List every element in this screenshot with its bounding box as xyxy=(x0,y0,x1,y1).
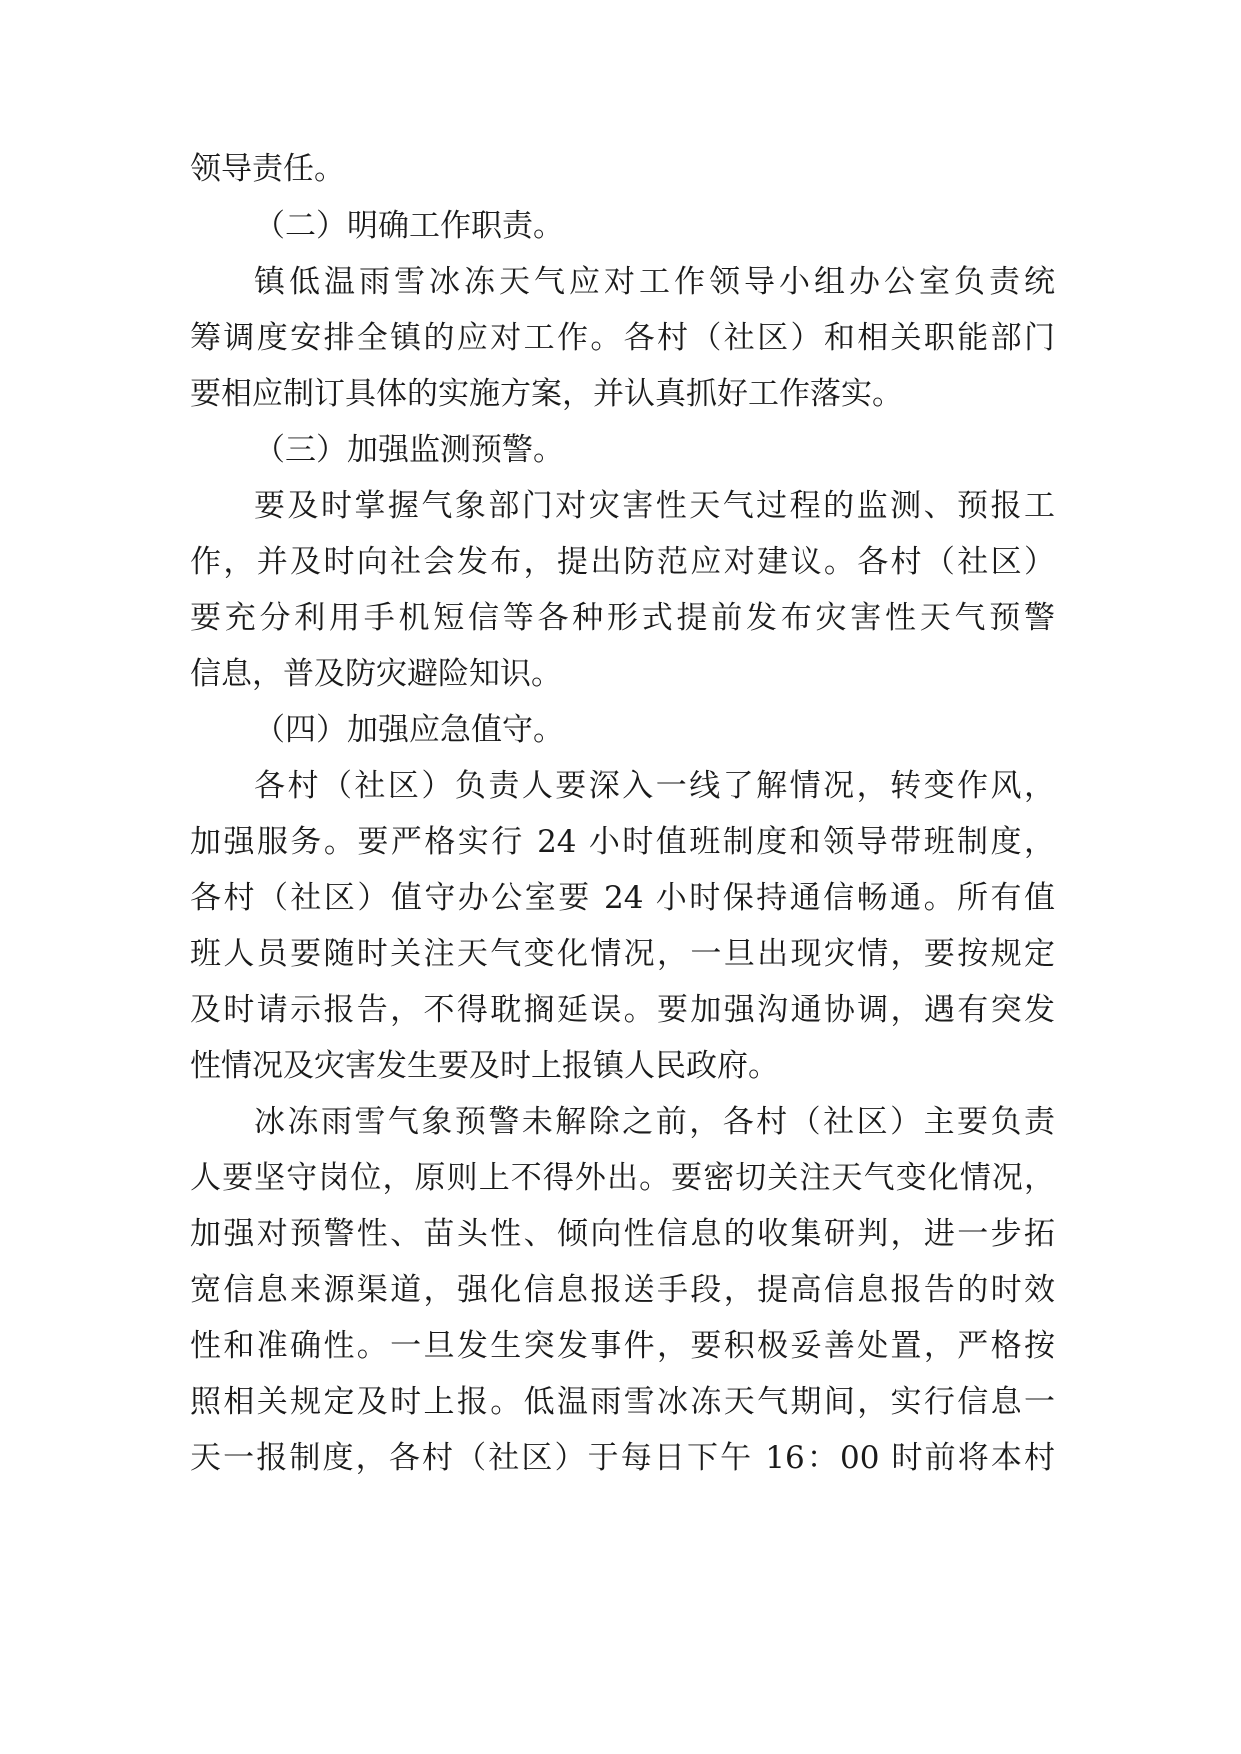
text-line: 照相关规定及时上报。低温雨雪冰冻天气期间，实行信息一 xyxy=(190,1384,1055,1420)
text-line: 性情况及灾害发生要及时上报镇人民政府。 xyxy=(190,1048,779,1084)
text-line: 冰冻雨雪气象预警未解除之前，各村（社区）主要负责 xyxy=(254,1104,1055,1140)
text-line: 加强服务。要严格实行 24 小时值班制度和领导带班制度， xyxy=(190,824,1055,860)
text-line: 领导责任。 xyxy=(190,151,345,187)
text-line: 性和准确性。一旦发生突发事件，要积极妥善处置，严格按 xyxy=(190,1328,1055,1364)
text-line: 加强对预警性、苗头性、倾向性信息的收集研判，进一步拓 xyxy=(190,1216,1055,1252)
section-heading: （三）加强监测预警。 xyxy=(254,432,564,468)
text-line: 作，并及时向社会发布，提出防范应对建议。各村（社区） xyxy=(190,544,1055,580)
text-line: 要相应制订具体的实施方案，并认真抓好工作落实。 xyxy=(190,376,903,412)
text-line: 要充分利用手机短信等各种形式提前发布灾害性天气预警 xyxy=(190,600,1055,636)
text-line: 镇低温雨雪冰冻天气应对工作领导小组办公室负责统 xyxy=(254,264,1055,300)
text-line: 人要坚守岗位，原则上不得外出。要密切关注天气变化情况， xyxy=(190,1160,1055,1196)
text-line: 宽信息来源渠道，强化信息报送手段，提高信息报告的时效 xyxy=(190,1272,1055,1308)
text-line: 班人员要随时关注天气变化情况，一旦出现灾情，要按规定 xyxy=(190,936,1055,972)
section-heading: （四）加强应急值守。 xyxy=(254,712,564,748)
section-heading: （二）明确工作职责。 xyxy=(254,208,564,244)
text-line: 天一报制度，各村（社区）于每日下午 16：00 时前将本村 xyxy=(190,1440,1055,1476)
text-line: 及时请示报告，不得耽搁延误。要加强沟通协调，遇有突发 xyxy=(190,992,1055,1028)
text-line: 各村（社区）值守办公室要 24 小时保持通信畅通。所有值 xyxy=(190,880,1055,916)
text-line: 信息，普及防灾避险知识。 xyxy=(190,656,562,692)
text-line: 要及时掌握气象部门对灾害性天气过程的监测、预报工 xyxy=(254,488,1055,524)
text-line: 筹调度安排全镇的应对工作。各村（社区）和相关职能部门 xyxy=(190,320,1055,356)
text-line: 各村（社区）负责人要深入一线了解情况，转变作风， xyxy=(254,768,1055,804)
